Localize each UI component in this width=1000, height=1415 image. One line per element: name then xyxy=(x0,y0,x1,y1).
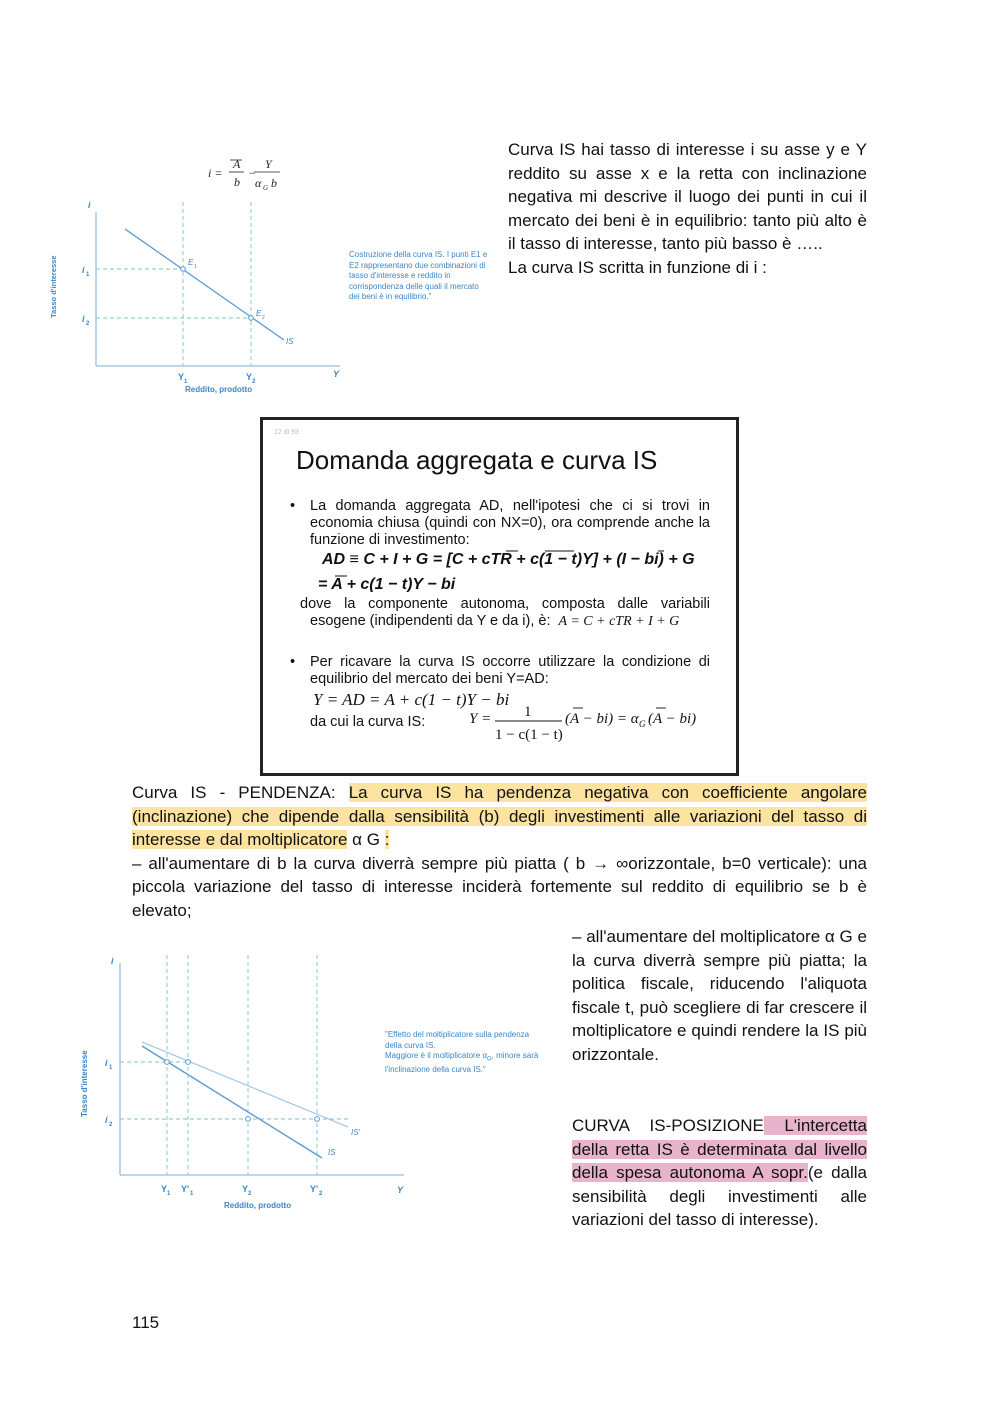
svg-text:(A − bi): (A − bi) xyxy=(648,711,697,727)
position-label: CURVA IS-POSIZIONE xyxy=(572,1116,764,1135)
svg-text:Y: Y xyxy=(242,1184,249,1194)
bottom-figure-caption: "Effetto del moltiplicatore sulla pendenza della curva IS. Maggiore è il moltiplicatore $\alpha_G$, minore sarà l'inclinazione della curva IS." xyxy=(385,1030,539,1075)
svg-text:2: 2 xyxy=(86,321,90,327)
svg-text:Y: Y xyxy=(397,1185,404,1195)
svg-text:Y': Y' xyxy=(181,1184,190,1194)
multiplier-text-block xyxy=(572,925,867,1067)
intro-paragraph: Curva IS hai tasso di interesse i su asse y e Y reddito su asse x e la retta con inclinazione negativa mi descrive il luogo dei punti in cui il mercato dei beni è in equilibrio: tanto più alto è il tasso di interesse, tanto più basso è ….. xyxy=(508,140,867,254)
position-highlight: L'intercetta della retta IS è determinata dal livello della spesa autonoma A sopr. xyxy=(572,1116,867,1183)
svg-text:b: b xyxy=(271,176,277,190)
svg-text:i: i xyxy=(111,956,114,966)
top-figure-caption: Costruzione della curva IS. I punti E1 e E2 rappresentano due combinazioni di tasso d'interesse e reddito in corrispondenza delle quali il mercato dei beni è in equilibrio." xyxy=(349,250,488,301)
slope-colon: : xyxy=(384,830,390,850)
svg-text:2: 2 xyxy=(109,1122,113,1128)
slope-label: Curva IS - PENDENZA: xyxy=(132,783,349,802)
svg-text:−: − xyxy=(248,166,257,180)
svg-text:1: 1 xyxy=(524,704,532,720)
svg-text:2: 2 xyxy=(252,379,256,385)
page-number: 115 xyxy=(132,1313,160,1332)
svg-text:A: A xyxy=(233,157,241,171)
svg-text:1: 1 xyxy=(190,1191,194,1197)
multiplier-paragraph: – all'aumentare del moltiplicatore α G e la curva diverrà sempre più piatta; la politica fiscale, riducendo l'aliquota fiscale t, può scegliere di far crescere il moltiplicatore e quindi rendere la IS più orizzontale. xyxy=(572,927,867,1064)
svg-text:G: G xyxy=(263,184,269,192)
svg-text:IS: IS xyxy=(286,337,294,346)
svg-text:1: 1 xyxy=(167,1191,171,1197)
svg-text:Y: Y xyxy=(265,157,272,171)
svg-text:2: 2 xyxy=(319,1191,323,1197)
svg-text:Y: Y xyxy=(161,1184,168,1194)
svg-text:i: i xyxy=(105,1115,108,1125)
svg-text:i: i xyxy=(88,200,91,210)
svg-text:G: G xyxy=(639,719,646,729)
svg-text:2: 2 xyxy=(262,315,265,321)
intro-text xyxy=(508,138,867,280)
svg-text:Reddito, prodotto: Reddito, prodotto xyxy=(185,385,253,394)
slide-bullet-2: • Per ricavare la curva IS occorre utilizzare la condizione di equilibrio del mercato dei beni Y=AD: xyxy=(290,654,710,687)
slide-equation-y: Y = AD = A + c(1 − t)Y − bi xyxy=(313,690,510,709)
top-is-line xyxy=(125,229,284,340)
svg-text:1 − c(1 − t): 1 − c(1 − t) xyxy=(495,727,563,743)
slide-title: Domanda aggregata e curva IS xyxy=(296,445,658,475)
bottom-figure xyxy=(70,945,550,1220)
point-e1 xyxy=(181,267,186,272)
svg-text:(A − bi) = α: (A − bi) = α xyxy=(565,711,639,727)
position-paragraph xyxy=(572,1114,867,1232)
bottom-figure-graph xyxy=(70,945,550,1220)
svg-text:Reddito, prodotto: Reddito, prodotto xyxy=(224,1201,292,1210)
slide-equation-is xyxy=(463,702,723,748)
slope-highlight: La curva IS ha pendenza negativa con coefficiente angolare (inclinazione) che dipende dalla sensibilità (b) degli investimenti alle variazioni del tasso di interesse e dal moltiplicatore xyxy=(132,783,867,850)
slope-section xyxy=(132,781,867,923)
svg-text:Y =: Y = xyxy=(469,711,492,727)
slide-bullet-1: • La domanda aggregata AD, nell'ipotesi che ci si trovi in economia chiusa (quindi con NX=0), ora comprende anche la funzione di investimento: xyxy=(290,498,710,548)
svg-text:i: i xyxy=(82,265,85,275)
svg-text:E: E xyxy=(188,258,194,267)
svg-text:Y: Y xyxy=(333,369,340,379)
svg-text:2: 2 xyxy=(248,1191,252,1197)
svg-text:1: 1 xyxy=(109,1065,113,1071)
autonomous-equation: A = C + cTR + I + G xyxy=(558,614,680,629)
svg-text:1: 1 xyxy=(184,379,188,385)
svg-text:Tasso d'interesse: Tasso d'interesse xyxy=(80,1050,89,1117)
svg-text:Y: Y xyxy=(246,372,253,382)
slope-b-paragraph: – all'aumentare di b la curva diverrà sempre più piatta ( b → ∞orizzontale, b=0 verticale): una piccola variazione del tasso di interesse inciderà fortemente sul reddito di equilibrio se b è elevato; xyxy=(132,853,867,920)
svg-text:Y': Y' xyxy=(310,1184,319,1194)
svg-text:1: 1 xyxy=(194,264,197,270)
svg-text:α: α xyxy=(255,176,262,190)
slide-equation-ad xyxy=(318,548,718,592)
intro-formula-line: La curva IS scritta in funzione di i : xyxy=(508,257,767,277)
svg-text:= A + c(1 − t)Y − bi: = A + c(1 − t)Y − bi xyxy=(318,576,456,592)
svg-text:i: i xyxy=(105,1058,108,1068)
svg-text:IS': IS' xyxy=(351,1128,361,1137)
svg-text:b: b xyxy=(234,175,240,189)
svg-text:AD ≡ C + I + G = [C + cTR + c(: AD ≡ C + I + G = [C + cTR + c(1 − t)Y] + (I − bi) + G xyxy=(322,551,695,568)
position-section xyxy=(572,1114,867,1232)
slide-autonomous-text: dove la componente autonoma, composta dalle variabili esogene (indipendenti da Y e da i), è: A = C + cTR + I + G xyxy=(300,596,710,629)
svg-text:IS: IS xyxy=(328,1148,336,1157)
slope-multiplier: α G xyxy=(347,830,385,850)
point-e2 xyxy=(249,316,254,321)
lecture-slide xyxy=(260,417,739,776)
is-formula xyxy=(208,157,280,192)
slide-da-cui: da cui la curva IS: xyxy=(310,714,426,730)
slide-page-indicator: 12 di 93 xyxy=(274,429,299,436)
svg-text:Tasso d'interesse: Tasso d'interesse xyxy=(49,255,58,318)
svg-text:E: E xyxy=(256,309,262,318)
svg-text:Y: Y xyxy=(178,372,185,382)
svg-text:i =: i = xyxy=(208,166,223,180)
slope-paragraph xyxy=(132,781,867,852)
position-rest: (e dalla sensibilità degli investimenti alle variazioni del tasso di interesse). xyxy=(572,1163,867,1230)
svg-text:i: i xyxy=(82,314,85,324)
svg-text:1: 1 xyxy=(86,272,90,278)
